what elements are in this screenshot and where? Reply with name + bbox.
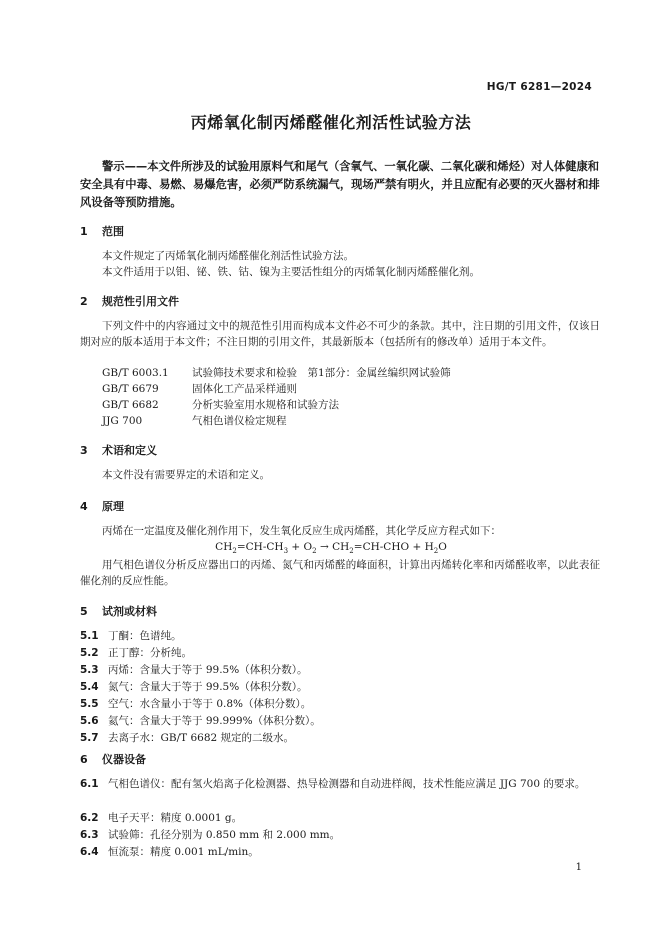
section-5-heading xyxy=(80,603,157,619)
list-item: 5.5 空气：水含量小于等于 0.8%（体积分数）。 xyxy=(80,698,312,710)
standard-code: HG/T 6281—2024 xyxy=(486,81,592,93)
reference-code: GB/T 6003.1 xyxy=(102,367,169,379)
section-title: 规范性引用文件 xyxy=(102,295,179,308)
reference-title: 固体化工产品采样通则 xyxy=(192,383,297,395)
reference-code: GB/T 6682 xyxy=(102,399,159,411)
document-title: 丙烯氧化制丙烯醛催化剂活性试验方法 xyxy=(190,113,472,132)
reference-item xyxy=(102,397,339,413)
section-3-heading xyxy=(80,442,157,458)
list-item: 5.2 正丁醇：分析纯。 xyxy=(80,647,192,659)
list-item: 6.3 试验筛：孔径分别为 0.850 mm 和 2.000 mm。 xyxy=(80,829,341,841)
list-item: 5.1 丁酮：色谱纯。 xyxy=(80,630,182,642)
principle-paragraph-1: 丙烯在一定温度及催化剂作用下，发生氧化反应生成丙烯醛，其化学反应方程式如下： xyxy=(102,525,501,537)
reference-item xyxy=(102,413,287,429)
section-number: 3 xyxy=(80,444,88,457)
normative-refs-paragraph: 下列文件中的内容通过文中的规范性引用而构成本文件必不可少的条款。其中，注日期的引用文件，仅该日期对应的版本适用于本文件；不注日期的引用文件，其最新版本（包括所有的修改单）适用于本文件。 xyxy=(80,320,600,348)
section-title: 原理 xyxy=(102,500,124,513)
scope-paragraph-1: 本文件规定了丙烯氧化制丙烯醛催化剂活性试验方法。 xyxy=(102,250,354,262)
terms-paragraph: 本文件没有需要界定的术语和定义。 xyxy=(102,469,270,481)
section-title: 范围 xyxy=(102,225,124,238)
list-item: 5.3 丙烯：含量大于等于 99.5%（体积分数）。 xyxy=(80,664,308,676)
principle-paragraph-2: 用气相色谱仪分析反应器出口的丙烯、氮气和丙烯醛的峰面积，计算出丙烯转化率和丙烯醛收率，以此表征催化剂的反应性能。 xyxy=(80,559,600,587)
section-title: 仪器设备 xyxy=(102,753,146,766)
section-number: 6 xyxy=(80,753,88,766)
page-number: 1 xyxy=(575,862,582,873)
section-title: 术语和定义 xyxy=(102,444,157,457)
warning-paragraph: 警示——本文件所涉及的试验用原料气和尾气（含氧气、一氧化碳、二氧化碳和烯烃）对人体健康和安全具有中毒、易燃、易爆危害，必须严防系统漏气，现场严禁有明火，并且应配有必要的灭火器材和排风设备等预防措施。 xyxy=(80,160,600,209)
reference-item xyxy=(102,365,451,381)
reference-code: JJG 700 xyxy=(102,415,143,427)
reference-item xyxy=(102,381,297,397)
section-6-heading xyxy=(80,751,146,767)
list-item: 5.4 氮气：含量大于等于 99.5%（体积分数）。 xyxy=(80,681,308,693)
section-number: 4 xyxy=(80,500,88,513)
section-title: 试剂或材料 xyxy=(102,605,157,618)
section-number: 2 xyxy=(80,295,88,308)
list-item: 5.6 氦气：含量大于等于 99.999%（体积分数）。 xyxy=(80,715,321,727)
section-number: 5 xyxy=(80,605,88,618)
list-item: 6.1 气相色谱仪：配有氢火焰离子化检测器、热导检测器和自动进样阀，技术性能应满足 JJG 700 的要求。 xyxy=(80,778,586,790)
list-item: 5.7 去离子水：GB/T 6682 规定的二级水。 xyxy=(80,732,295,744)
reference-title: 气相色谱仪检定规程 xyxy=(192,415,287,427)
reaction-equation: $CH_2=CH-CH_3 + O_2 \to CH_2=CH-CHO + H_2O$ xyxy=(215,541,447,556)
list-item: 6.2 电子天平：精度 0.0001 g。 xyxy=(80,812,243,824)
scope-paragraph-2: 本文件适用于以钼、铋、铁、钴、镍为主要活性组分的丙烯氧化制丙烯醛催化剂。 xyxy=(102,266,480,278)
reference-title: 分析实验室用水规格和试验方法 xyxy=(192,399,339,411)
reference-title: 试验筛技术要求和检验 第1部分：金属丝编织网试验筛 xyxy=(192,367,451,379)
section-number: 1 xyxy=(80,225,88,238)
list-item: 6.4 恒流泵：精度 0.001 mL/min。 xyxy=(80,846,259,858)
section-2-heading xyxy=(80,293,179,309)
reference-code: GB/T 6679 xyxy=(102,383,159,395)
section-4-heading xyxy=(80,498,124,514)
section-1-heading xyxy=(80,223,124,239)
